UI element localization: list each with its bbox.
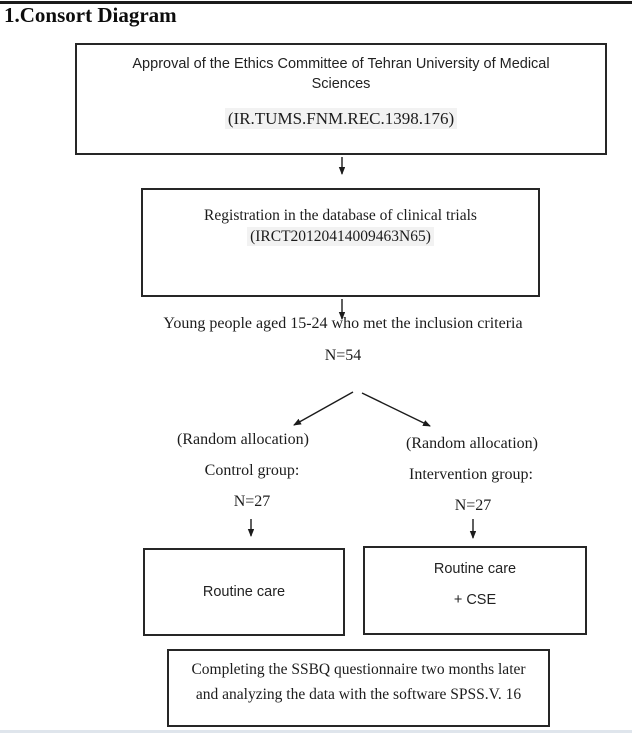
control-allocation-label: (Random allocation) [177, 431, 309, 448]
control-group-label: Control group: [204, 462, 300, 479]
outcome-analysis-box [167, 649, 550, 727]
ethics-approval-code [77, 109, 605, 129]
control-routine-care-box [143, 548, 345, 636]
control-box-label: Routine care [202, 584, 286, 600]
registration-text: Registration in the database of clinical trials [204, 207, 477, 224]
intervention-box-line2: + CSE [453, 592, 497, 608]
bottom-divider [0, 730, 632, 733]
intervention-group-label: Intervention group: [409, 466, 533, 483]
inclusion-criteria-text: Young people aged 15-24 who met the inclusion criteria [163, 315, 523, 332]
registration-box [141, 188, 540, 297]
outcome-text-line1: Completing the SSBQ questionnaire two months later [191, 661, 526, 678]
page-title: 1.Consort Diagram [4, 3, 177, 27]
intervention-sample-size: N=27 [454, 497, 492, 514]
control-sample-size: N=27 [233, 493, 271, 510]
intervention-allocation-label: (Random allocation) [406, 435, 538, 452]
registration-code [143, 226, 538, 247]
registration-code-text: (IRCT20120414009463N65) [247, 227, 434, 246]
arrow-split-right-icon [362, 393, 430, 426]
ethics-approval-text-line1: Approval of the Ethics Committee of Tehran University of Medical [132, 56, 550, 72]
intervention-routine-care-box [363, 546, 587, 635]
intervention-box-line1: Routine care [433, 561, 517, 577]
arrow-split-left-icon [294, 392, 353, 425]
inclusion-sample-size: N=54 [324, 347, 362, 364]
ethics-approval-box [75, 43, 607, 155]
outcome-text-line2: and analyzing the data with the software SPSS.V. 16 [195, 686, 522, 703]
ethics-approval-text-line2: Sciences [311, 76, 371, 92]
ethics-code-text: (IR.TUMS.FNM.REC.1398.176) [225, 108, 457, 129]
